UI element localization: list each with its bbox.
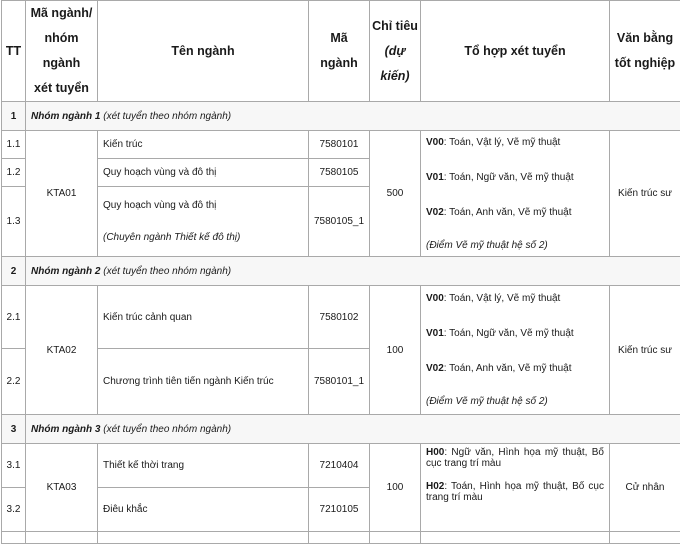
combo-note: (Điểm Vẽ mỹ thuật hệ số 2) [426,240,604,251]
group-code: KTA01 [26,131,98,257]
admission-table [1,0,680,544]
group-row [2,257,680,286]
group-title: Nhóm ngành 2 (xét tuyển theo nhóm ngành) [26,257,680,286]
major-name: Quy hoạch vùng và đô thị [103,200,303,211]
header-group-code: Mã ngành/ nhóm ngành xét tuyển [26,1,98,102]
header-degree: Văn bằng tốt nghiệp [610,1,680,102]
combo-note: (Điểm Vẽ mỹ thuật hệ số 2) [426,396,604,407]
table-row-partial [2,532,680,544]
row-tt: 1.1 [2,131,26,159]
group-title: Nhóm ngành 1 (xét tuyển theo nhóm ngành) [26,102,680,131]
degree: Kiến trúc sư [610,286,680,415]
major-name: Chương trình tiên tiến ngành Kiến trúc [98,349,309,415]
quota: 500 [370,131,421,257]
combo-item: V00: Toán, Vật lý, Vẽ mỹ thuật [426,137,604,148]
row-tt: 3.2 [2,488,26,532]
row-tt: 2.2 [2,349,26,415]
header-tt: TT [2,1,26,102]
combo-item: V01: Toán, Ngữ văn, Vẽ mỹ thuật [426,172,604,183]
major-name: Kiến trúc cảnh quan [98,286,309,349]
major-code: 7580105_1 [309,187,370,257]
combo-item: V02: Toán, Anh văn, Vẽ mỹ thuật [426,207,604,218]
combo-list [421,444,610,532]
combo-list [421,131,610,257]
major-name: Điêu khắc [98,488,309,532]
major-subname: (Chuyên ngành Thiết kế đô thị) [103,232,303,243]
combo-item: V01: Toán, Ngữ văn, Vẽ mỹ thuật [426,328,604,339]
major-code: 7580102 [309,286,370,349]
major-name: Thiết kế thời trang [98,444,309,488]
table-row [2,444,680,488]
degree: Kiến trúc sư [610,131,680,257]
major-code: 7580101_1 [309,349,370,415]
header-major-code: Mã ngành [309,1,370,102]
major-name: Kiến trúc [98,131,309,159]
table-row [2,131,680,159]
combo-list [421,286,610,415]
major-name: Quy hoạch vùng và đô thị [98,159,309,187]
row-tt: 1.2 [2,159,26,187]
table-row [2,286,680,349]
header-major-name: Tên ngành [98,1,309,102]
group-code: KTA02 [26,286,98,415]
group-code: KTA03 [26,444,98,532]
row-tt: 2.1 [2,286,26,349]
header-quota: Chỉ tiêu (dự kiến) [370,1,421,102]
group-row [2,102,680,131]
group-title: Nhóm ngành 3 (xét tuyển theo nhóm ngành) [26,415,680,444]
group-row [2,415,680,444]
degree: Cử nhân [610,444,680,532]
combo-item: V02: Toán, Anh văn, Vẽ mỹ thuật [426,363,604,374]
group-tt: 1 [2,102,26,131]
header-combos: Tổ hợp xét tuyển [421,1,610,102]
major-code: 7580101 [309,131,370,159]
major-name-cell [98,187,309,257]
major-code: 7210105 [309,488,370,532]
row-tt: 1.3 [2,187,26,257]
combo-item: V00: Toán, Vật lý, Vẽ mỹ thuật [426,293,604,304]
combo-item: H02: Toán, Hình họa mỹ thuật, Bố cục trang trí màu [426,481,604,503]
quota: 100 [370,444,421,532]
major-code: 7210404 [309,444,370,488]
major-code: 7580105 [309,159,370,187]
combo-item: H00: Ngữ văn, Hình họa mỹ thuật, Bố cục trang trí màu [426,447,604,469]
quota: 100 [370,286,421,415]
row-tt: 3.1 [2,444,26,488]
group-tt: 2 [2,257,26,286]
group-tt: 3 [2,415,26,444]
header-row [2,1,680,102]
